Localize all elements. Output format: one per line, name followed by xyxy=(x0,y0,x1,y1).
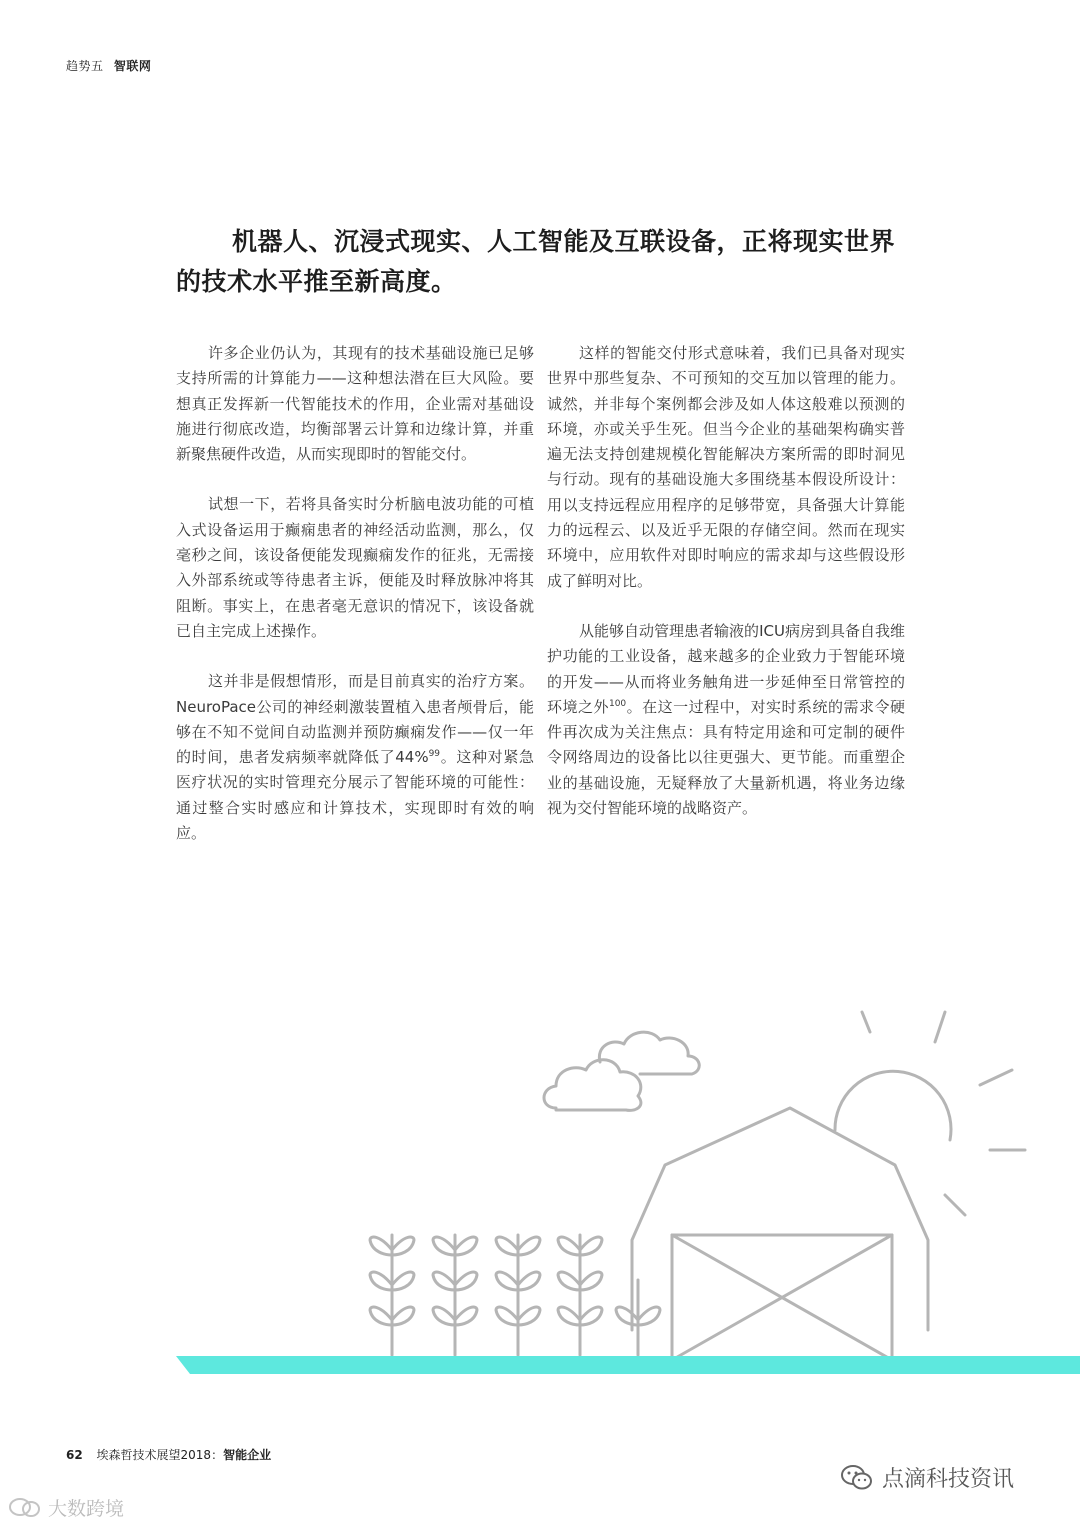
page-footer xyxy=(66,1446,271,1463)
left-paragraph-1: 许多企业仍认为，其现有的技术基础设施已足够支持所需的计算能力——这种想法潜在巨大风险。要想真正发挥新一代智能技术的作用，企业需对基础设施进行彻底改造，均衡部署云计算和边缘计算，并重新聚焦硬件改造，从而实现即时的智能交付。 xyxy=(176,344,534,464)
left-paragraph-3-tail: 。这种对紧急医疗状况的实时管理充分展示了智能环境的可能性：通过整合实时感应和计算技术，实现即时有效的响应。 xyxy=(176,748,534,843)
cloud-icon xyxy=(544,1060,641,1111)
crop-plants xyxy=(370,1235,660,1355)
watermark-right-text: 点滴科技资讯 xyxy=(882,1467,1015,1492)
watermark-left xyxy=(8,1494,124,1521)
running-header xyxy=(66,57,151,74)
publication-subtitle: 智能企业 xyxy=(223,1448,272,1462)
plant-icon xyxy=(370,1235,414,1355)
header-section: 趋势五 xyxy=(66,59,104,73)
plant-icon xyxy=(496,1235,540,1355)
cloud-icon xyxy=(599,1032,699,1074)
header-topic: 智联网 xyxy=(113,59,152,73)
watermark-right xyxy=(840,1462,1014,1493)
sun-icon xyxy=(835,1012,1025,1215)
chat-bubble-icon xyxy=(8,1496,42,1520)
left-paragraph-3 xyxy=(176,669,534,846)
left-paragraph-2: 试想一下，若将具备实时分析脑电波功能的可植入式设备运用于癫痫患者的神经活动监测，那么，仅毫秒之间，该设备便能发现癫痫发作的征兆，无需接入外部系统或等待患者主诉，便能及时释放脉冲将其阻断。事实上，在患者毫无意识的情况下，该设备就已自主完成上述操作。 xyxy=(176,495,534,640)
plant-icon xyxy=(616,1280,660,1355)
farm-illustration xyxy=(0,990,1080,1380)
plant-icon xyxy=(558,1235,602,1355)
left-paragraph-3-text: 这并非是假想情形，而是目前真实的治疗方案。NeuroPace公司的神经刺激装置植入患者颅骨后，能够在不知不觉间自动监测并预防癫痫发作——仅一年的时间，患者发病频率就降低了44% xyxy=(176,672,534,767)
right-paragraph-2-tail: 。在这一过程中，对实时系统的需求令硬件再次成为关注焦点：具有特定用途和可定制的硬件令网络周边的设备比以往更强大、更节能。而重塑企业的基础设施，无疑释放了大量新机遇，将业务边缘视为交付智能环境的战略资产。 xyxy=(547,697,905,818)
right-paragraph-1: 这样的智能交付形式意味着，我们已具备对现实世界中那些复杂、不可预知的交互加以管理的能力。诚然，并非每个案例都会涉及如人体这般难以预测的环境，亦或关乎生死。但当今企业的基础架构确实普遍无法支持创建规模化智能解决方案所需的即时洞见与行动。现有的基础设施大多围绕基本假设所设计：用以支持远程应用程序的足够带宽，具备强大计算能力的远程云、以及近乎无限的存储空间。然而在现实环境中，应用软件对即时响应的需求却与这些假设形成了鲜明对比。 xyxy=(547,344,905,590)
page-number: 62 xyxy=(66,1448,83,1462)
ground-stripe xyxy=(176,1356,1080,1374)
publication-title: 埃森哲技术展望2018： xyxy=(96,1448,224,1462)
right-paragraph-2 xyxy=(547,619,905,821)
right-column xyxy=(547,341,905,846)
plant-icon xyxy=(433,1235,477,1355)
footnote-ref-100: 100 xyxy=(608,698,627,709)
headline: 机器人、沉浸式现实、人工智能及互联设备，正将现实世界的技术水平推至新高度。 xyxy=(176,227,896,296)
left-column xyxy=(176,341,534,871)
right-paragraph-2-text: 从能够自动管理患者输液的ICU病房到具备自我维护功能的工业设备，越来越多的企业致力于智能环境的开发——从而将业务触角进一步延伸至日常管控的环境之外 xyxy=(547,621,905,716)
barn-icon xyxy=(632,1108,928,1360)
footnote-ref-99: 99 xyxy=(428,749,441,760)
watermark-left-text: 大数跨境 xyxy=(48,1498,125,1520)
wechat-icon xyxy=(840,1464,874,1492)
